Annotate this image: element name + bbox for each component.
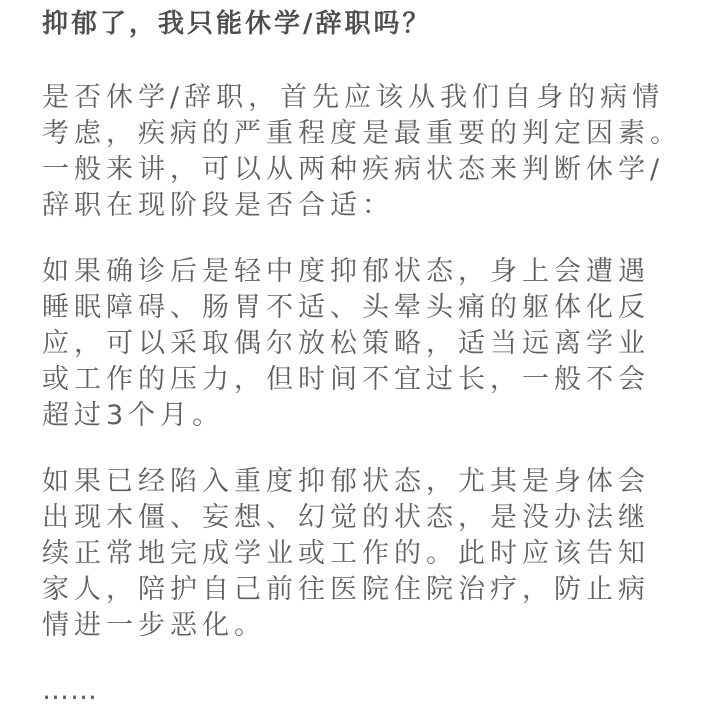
paragraph-line: 如果确诊后是轻中度抑郁状态，身上会遭遇	[42, 256, 650, 287]
paragraph-line: 如果已经陷入重度抑郁状态，尤其是身体会	[42, 466, 650, 497]
paragraph-line: 或工作的压力，但时间不宜过长，一般不会	[42, 364, 650, 395]
paragraph-line: 是否休学/辞职，首先应该从我们自身的病情	[42, 82, 665, 113]
paragraph-line: 续正常地完成学业或工作的。此时应该告知	[42, 538, 650, 569]
article-title: 抑郁了，我只能休学/辞职吗？	[42, 9, 432, 39]
paragraph-line: 出现木僵、妄想、幻觉的状态，是没办法继	[42, 502, 650, 533]
paragraph-severe-depression	[42, 464, 702, 644]
paragraph-line: 睡眠障碍、肠胃不适、头晕头痛的躯体化反	[42, 292, 650, 323]
paragraph-mild-depression	[42, 254, 702, 434]
paragraph-line: 家人，陪护自己前往医院住院治疗，防止病	[42, 574, 650, 605]
continuation-ellipsis: ……	[42, 675, 98, 706]
paragraph-line: 情进一步恶化。	[42, 610, 266, 641]
paragraph-line: 超过3个月。	[42, 400, 225, 431]
paragraph-line: 辞职在现阶段是否合适：	[42, 190, 394, 221]
paragraph-line: 考虑，疾病的严重程度是最重要的判定因素。	[42, 118, 682, 149]
paragraph-line: 应，可以采取偶尔放松策略，适当远离学业	[42, 328, 650, 359]
paragraph-intro	[42, 80, 702, 224]
paragraph-line: 一般来讲，可以从两种疾病状态来判断休学/	[42, 154, 665, 185]
